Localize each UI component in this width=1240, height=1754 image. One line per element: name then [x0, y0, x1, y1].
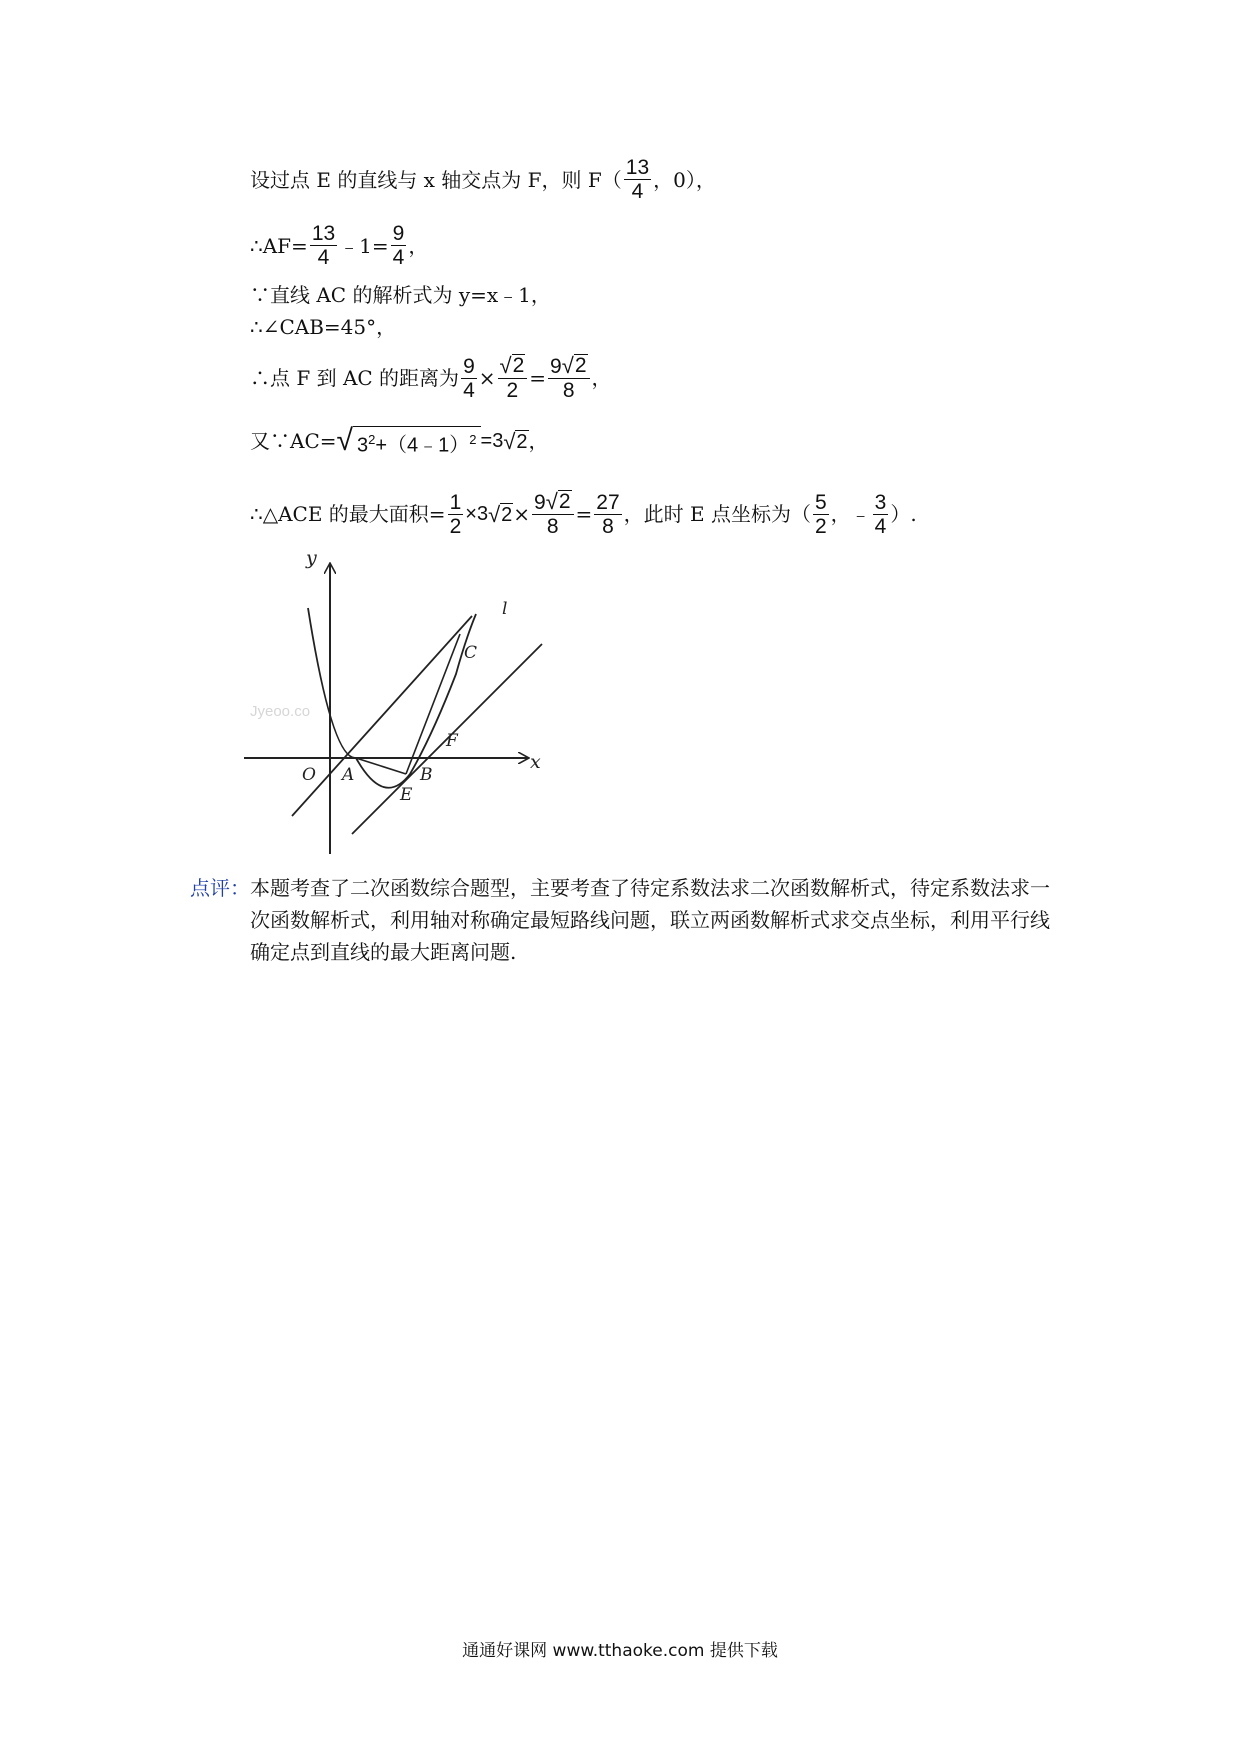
solution-line-7 [250, 490, 917, 538]
sqrt: √ 2 [503, 428, 528, 454]
text: ×3 [465, 503, 489, 525]
numerator: 13 [311, 222, 336, 245]
numerator [532, 490, 573, 515]
numerator: 9 [392, 222, 405, 245]
solution-line-2 [250, 222, 428, 269]
denominator: 4 [392, 246, 405, 269]
text: ∴△ACE 的最大面积= [250, 502, 446, 526]
sqrt-arg: 2 [574, 354, 587, 377]
numerator: 1 [449, 490, 462, 514]
text: ， [528, 429, 549, 454]
denominator: 8 [602, 514, 614, 538]
sqrt-arg: 2 [512, 354, 525, 377]
label-a: A [342, 765, 355, 785]
fraction [461, 355, 477, 402]
solution-line-3 [250, 282, 551, 308]
coef: 9 [534, 491, 546, 514]
fraction [310, 222, 337, 269]
graph-figure [244, 546, 564, 856]
exponent: 2 [368, 432, 376, 447]
denominator: 2 [449, 514, 462, 538]
comment-text: 本题考查了二次函数综合题型，主要考查了待定系数法求二次函数解析式，待定系数法求一次函数解析式，利用轴对称确定最短路线问题，联立两函数解析式求交点坐标，利用平行线确定点到直线的最大距离问题. [250, 876, 1050, 964]
sqrt: √ 2 [499, 353, 525, 378]
label-e: E [400, 785, 413, 805]
solution-line-4 [250, 314, 396, 340]
sqrt: √ 2 [545, 489, 571, 514]
fraction [594, 491, 621, 538]
equals: = [575, 502, 593, 526]
watermark: Jyeoo.co [250, 703, 311, 720]
denominator: 4 [317, 246, 330, 269]
denominator: 2 [814, 514, 827, 538]
sqrt: √ 2 [561, 353, 587, 378]
fraction [548, 354, 589, 402]
solution-line-1 [250, 156, 716, 203]
fraction [813, 491, 829, 538]
label-y: y [306, 547, 317, 569]
label-c: C [464, 643, 478, 663]
fraction [498, 354, 528, 402]
text: ， [591, 366, 612, 390]
fraction [624, 156, 651, 203]
sqrt: √ $3^2+(4﹣1)^2$ [337, 426, 481, 457]
solution-line-6 [250, 426, 549, 457]
solution-line-5 [250, 354, 612, 402]
fraction [532, 490, 573, 538]
text: ，﹣ [830, 502, 871, 526]
text: ∵直线 AC 的解析式为 y=x﹣1， [250, 283, 551, 307]
page-footer: 通通好课网 www.tthaoke.com 提供下载 [462, 1641, 778, 1661]
text: ∴∠CAB=45°， [250, 315, 397, 339]
text: ∴AF= [250, 233, 308, 258]
text: ）. [890, 502, 917, 526]
numerator [548, 354, 589, 379]
equals: = [529, 366, 547, 390]
sqrt-arg: 2 [558, 490, 571, 513]
denominator: 8 [562, 379, 575, 402]
times: × [513, 502, 531, 526]
text: ，此时 E 点坐标为（ [623, 502, 811, 526]
exponent: 2 [469, 432, 477, 447]
text: 又∵AC= [250, 429, 337, 454]
numerator: 27 [596, 490, 620, 514]
coef: 9 [550, 355, 562, 378]
numerator: 13 [625, 156, 650, 179]
denominator: 4 [874, 514, 887, 538]
numerator [498, 354, 528, 379]
text: 设过点 E 的直线与 x 轴交点为 F，则 F（ [250, 167, 622, 192]
term: +（4﹣1） [375, 434, 470, 457]
label-f: F [446, 731, 458, 751]
text: ∴点 F 到 AC 的距离为 [250, 366, 460, 390]
parabola [308, 608, 476, 788]
label-x: x [530, 751, 541, 773]
label-o: O [302, 765, 316, 785]
label-l: l [502, 599, 508, 619]
sqrt-arg: 2 [516, 430, 528, 453]
base: 3 [356, 434, 369, 457]
comment-label: 点评： [190, 876, 250, 900]
text: =3 [480, 430, 504, 453]
sqrt-arg: 2 [501, 503, 513, 526]
text: ﹣1= [339, 233, 389, 258]
segment-ae [356, 758, 406, 774]
times: × [478, 366, 496, 390]
fraction [391, 222, 407, 269]
denominator: 8 [546, 515, 559, 538]
label-b: B [420, 765, 433, 785]
comment-block [190, 872, 1060, 968]
denominator: 4 [463, 378, 475, 402]
numerator: 3 [874, 490, 887, 514]
text: ， [408, 233, 429, 258]
text: ，0）， [653, 167, 716, 192]
sqrt: √ 2 [488, 501, 513, 527]
denominator: 4 [631, 180, 644, 203]
fraction [448, 491, 464, 538]
denominator: 2 [506, 379, 519, 402]
numerator: 9 [463, 354, 475, 378]
numerator: 5 [814, 490, 827, 514]
fraction [873, 491, 889, 538]
